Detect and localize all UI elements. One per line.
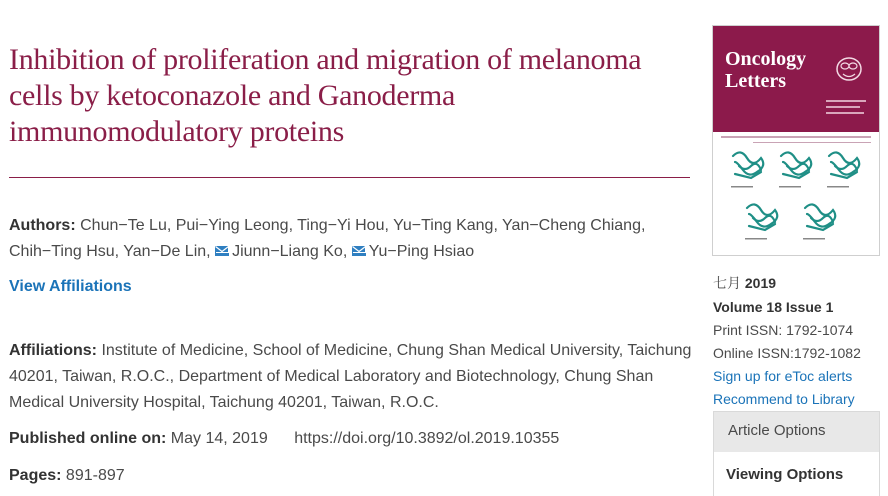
article-options-label: Article Options: [728, 422, 826, 439]
published-line: [9, 426, 699, 452]
journal-logo-icon: [834, 54, 864, 84]
doi-link[interactable]: https://doi.org/10.3892/ol.2019.10355: [294, 430, 560, 447]
online-issn: Online ISSN:1792-1082: [713, 345, 861, 361]
cover-issue-line: [753, 142, 871, 143]
authors-list: Chun−Te Lu, Pui−Ying Leong, Ting−Yi Hou, Yu−Ting Kang, Yan−Cheng Chiang, Chih−Ting Hsu, Yan−De Lin,: [9, 217, 646, 260]
affiliations-label: Affiliations:: [9, 342, 97, 359]
view-affiliations-link[interactable]: View Affiliations: [9, 278, 132, 295]
viewing-options-label: Viewing Options: [726, 466, 844, 483]
etoc-alerts-link[interactable]: Sign up for eToc alerts: [713, 368, 853, 384]
journal-cover[interactable]: [712, 25, 880, 256]
issue-year: 2019: [744, 275, 777, 291]
issue-month: 七月: [713, 275, 741, 291]
volume-issue: [713, 296, 833, 318]
recommend-library-link[interactable]: Recommend to Library: [713, 391, 855, 407]
authors-label: Authors:: [9, 217, 76, 234]
pages-value: 891-897: [65, 467, 125, 484]
cover-journal-name: [725, 48, 806, 92]
author-email-hsiao[interactable]: [352, 243, 474, 260]
cover-subtitle-line: [721, 136, 871, 138]
authors-line: [9, 213, 699, 265]
title-divider: [9, 177, 690, 178]
cover-journal-line1: Oncology: [725, 48, 807, 70]
pages-label: Pages:: [9, 467, 62, 484]
print-issn: Print ISSN: 1792-1074: [713, 322, 854, 338]
affiliations-text: Institute of Medicine, School of Medicine, Chung Shan Medical University, Taichung 40201, Taiwan, R.O.C., Department of Medical Laboratory and Biotechnology, Chung Shan Medical University Hospital, Taichung 40201, Taiwan, R.O.C.: [9, 342, 692, 411]
mail-icon: [215, 246, 229, 256]
cover-journal-line2: Letters: [725, 70, 787, 92]
author-name-ko: Jiunn−Liang Ko,: [232, 243, 348, 260]
author-name-hsiao: Yu−Ping Hsiao: [368, 243, 475, 260]
author-email-ko[interactable]: [215, 243, 352, 260]
volume-issue-text: Volume 18 Issue 1: [713, 299, 834, 315]
affiliations-block: [9, 338, 699, 416]
protein-structure-icon: [713, 144, 879, 254]
published-date: May 14, 2019: [170, 430, 268, 447]
pages-line: [9, 463, 699, 489]
article-options-tab[interactable]: [713, 411, 880, 453]
cover-header: [713, 26, 879, 132]
article-title: Inhibition of proliferation and migration of melanoma cells by ketoconazole and Ganoderma immunomodulatory proteins: [9, 43, 642, 148]
issue-date: [713, 272, 776, 294]
published-label: Published online on:: [9, 430, 167, 447]
mail-icon: [352, 246, 366, 256]
viewing-options-tab[interactable]: [713, 452, 880, 496]
